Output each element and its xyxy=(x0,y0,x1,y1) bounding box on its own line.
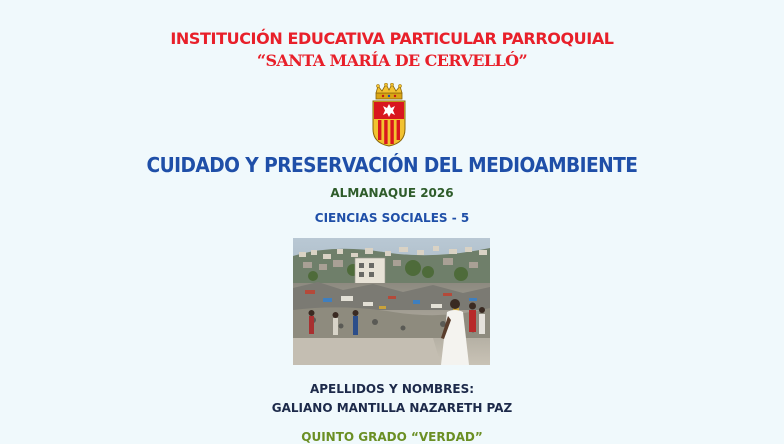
student-name: GALIANO MANTILLA NAZARETH PAZ xyxy=(271,401,513,415)
almanac-subtitle: ALMANAQUE 2026 xyxy=(330,186,454,200)
grade-label: QUINTO GRADO “VERDAD” xyxy=(301,430,483,444)
course-label: CIENCIAS SOCIALES - 5 xyxy=(314,211,470,225)
institution-title: INSTITUCIÓN EDUCATIVA PARTICULAR PARROQUIAL xyxy=(170,29,614,48)
coat-of-arms-icon xyxy=(370,83,408,147)
school-name: “SANTA MARÍA DE CERVELLÓ” xyxy=(256,51,528,70)
cover-title: CUIDADO Y PRESERVACIÓN DEL MEDIOAMBIENTE xyxy=(146,153,638,177)
shield-icon xyxy=(373,101,405,146)
cover-photo xyxy=(293,238,490,365)
names-label: APELLIDOS Y NOMBRES: xyxy=(309,382,475,396)
crown-icon xyxy=(376,83,402,99)
